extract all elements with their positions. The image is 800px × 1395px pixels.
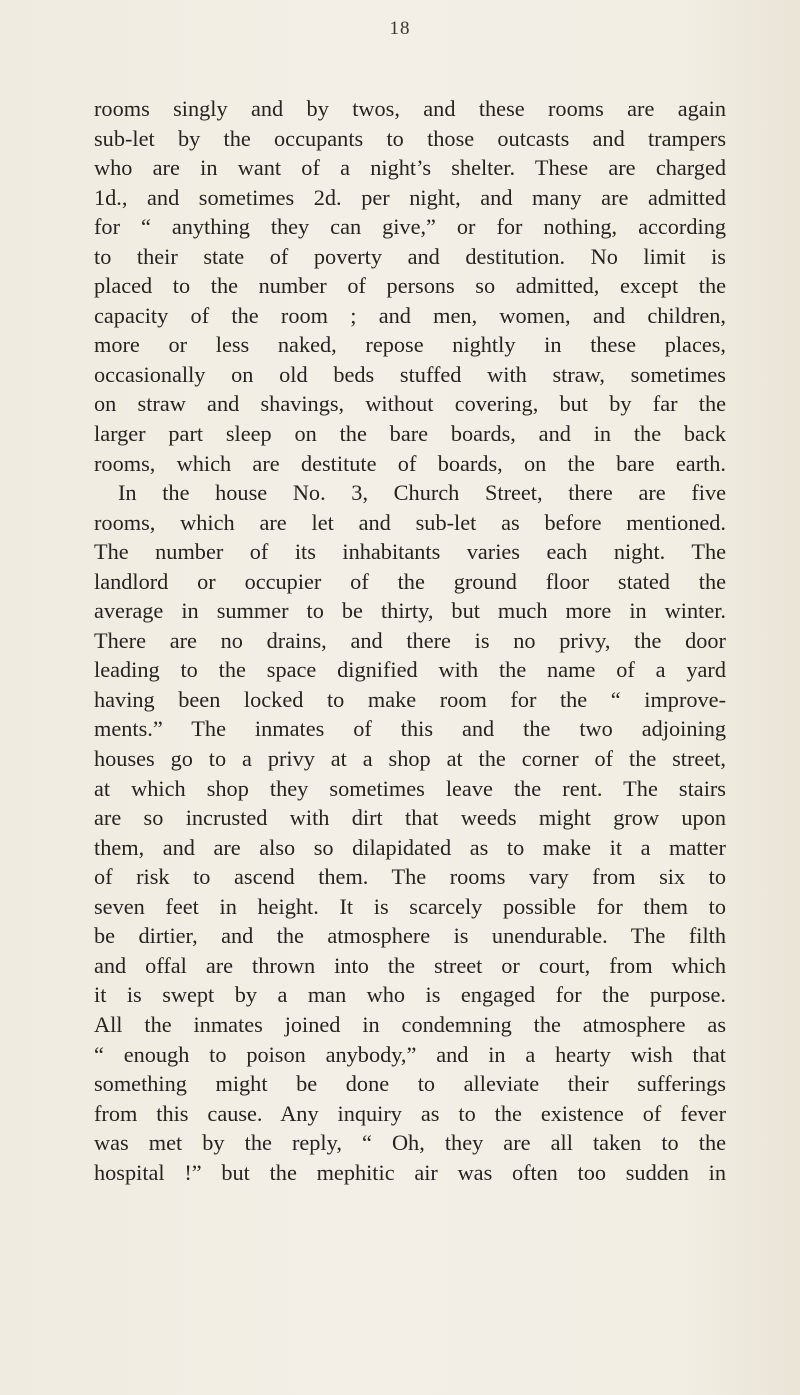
text-line: them, and are also so dilapidated as to make it a matter: [94, 834, 726, 860]
text-line: larger part sleep on the bare boards, and in the back: [94, 421, 726, 447]
text-line: seven feet in height. It is scarcely possible for them to: [94, 893, 726, 919]
text-line: are so incrusted with dirt that weeds might grow upon: [94, 805, 726, 831]
text-line: rooms, which are destitute of boards, on the bare earth.: [94, 450, 726, 476]
text-line: having been locked to make room for the “ improve-: [94, 686, 726, 712]
text-line: of risk to ascend them. The rooms vary from six to: [94, 864, 726, 890]
text-line: 1d., and sometimes 2d. per night, and many are admitted: [94, 184, 726, 210]
text-line: was met by the reply, “ Oh, they are all taken to the: [94, 1130, 726, 1156]
text-line: placed to the number of persons so admitted, except the: [94, 273, 726, 299]
text-line: average in summer to be thirty, but much more in winter.: [94, 598, 726, 624]
text-line: for “ anything they can give,” or for nothing, according: [94, 214, 726, 240]
text-line: at which shop they sometimes leave the rent. The stairs: [94, 775, 726, 801]
text-line: sub-let by the occupants to those outcasts and trampers: [94, 125, 726, 151]
text-line: leading to the space dignified with the name of a yard: [94, 657, 726, 683]
text-line: hospital !” but the mephitic air was often too sudden in: [94, 1159, 726, 1185]
text-line: be dirtier, and the atmosphere is unendurable. The filth: [94, 923, 726, 949]
text-line: houses go to a privy at a shop at the corner of the street,: [94, 746, 726, 772]
text-line: rooms singly and by twos, and these rooms are again: [94, 96, 726, 121]
text-line: from this cause. Any inquiry as to the existence of fever: [94, 1100, 726, 1126]
text-line: on straw and shavings, without covering, but by far the: [94, 391, 726, 417]
text-line: ments.” The inmates of this and the two adjoining: [94, 716, 726, 742]
text-line: it is swept by a man who is engaged for the purpose.: [94, 982, 726, 1008]
page-number: 18: [389, 18, 411, 39]
text-line: capacity of the room ; and men, women, and children,: [94, 302, 726, 328]
text-line: occasionally on old beds stuffed with straw, sometimes: [94, 361, 726, 387]
text-line: more or less naked, repose nightly in these places,: [94, 332, 726, 358]
text-line: and offal are thrown into the street or court, from which: [94, 952, 726, 978]
text-line: rooms, which are let and sub-let as before mentioned.: [94, 509, 726, 535]
body-text: [94, 94, 726, 1187]
text-line: The number of its inhabitants varies each night. The: [94, 539, 726, 565]
text-line: “ enough to poison anybody,” and in a hearty wish that: [94, 1041, 726, 1067]
text-line: something might be done to alleviate their sufferings: [94, 1071, 726, 1097]
text-line: who are in want of a night’s shelter. These are charged: [94, 155, 726, 181]
text-line: There are no drains, and there is no privy, the door: [94, 627, 726, 653]
text-line: All the inmates joined in condemning the atmosphere as: [94, 1011, 726, 1037]
text-line: landlord or occupier of the ground floor stated the: [94, 568, 726, 594]
text-line: In the house No. 3, Church Street, there are five: [118, 480, 726, 506]
text-line: to their state of poverty and destitution. No limit is: [94, 243, 726, 269]
